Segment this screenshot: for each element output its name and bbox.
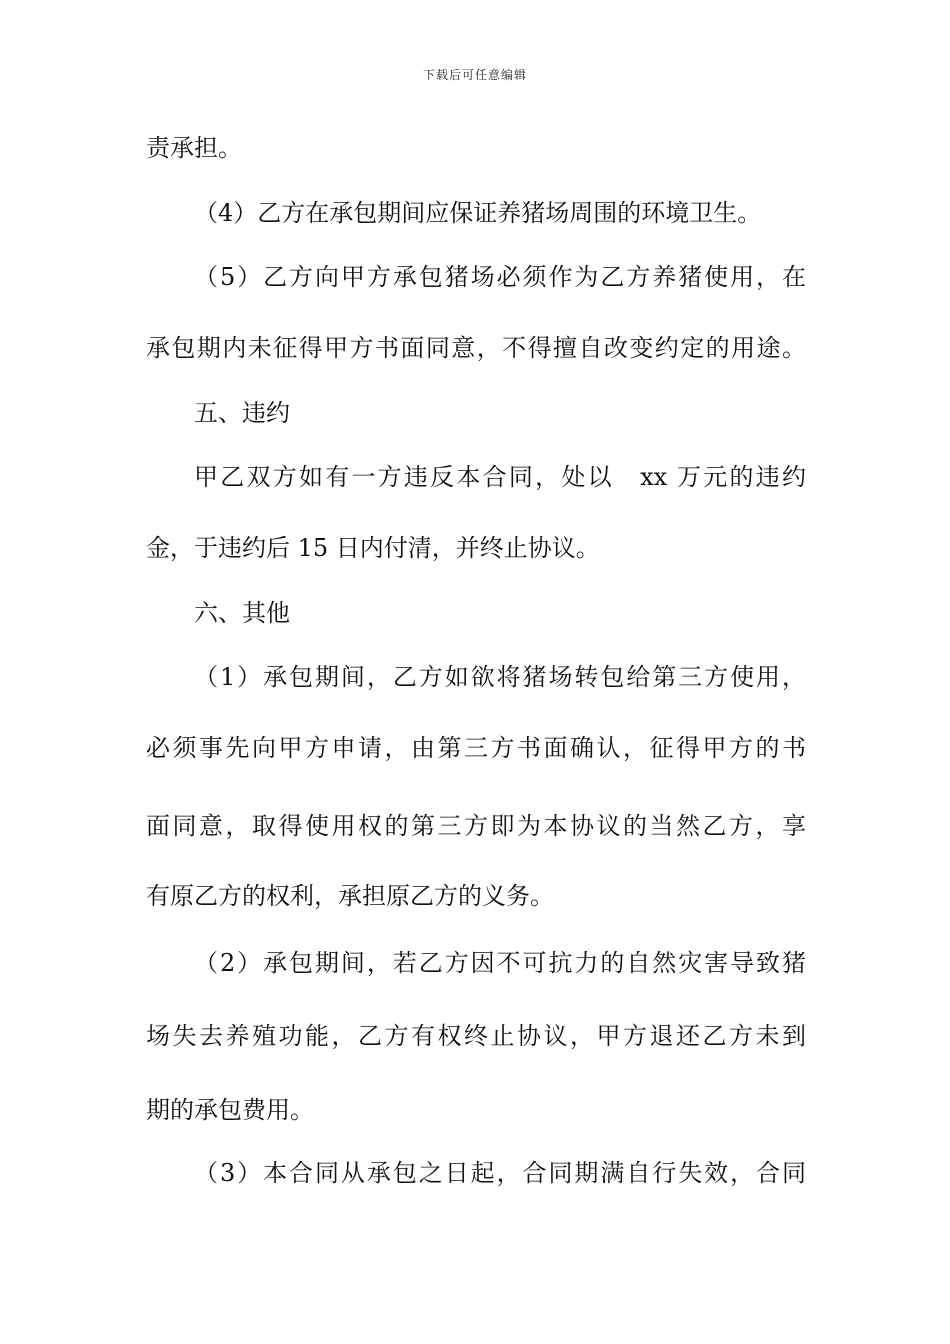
body-line-15: 期的承包费用。 — [146, 1096, 314, 1124]
body-line-16: （3）本合同从承包之日起，合同期满自行失效，合同 — [194, 1159, 806, 1187]
section-heading-breach: 五、违约 — [194, 399, 290, 427]
body-line-3: （5）乙方向甲方承包猪场必须作为乙方养猪使用，在 — [194, 263, 806, 291]
body-line-12: 有原乙方的权利，承担原乙方的义务。 — [146, 882, 554, 910]
body-line-2: （4）乙方在承包期间应保证养猪场周围的环境卫生。 — [194, 199, 762, 227]
body-line-10: 必须事先向甲方申请，由第三方书面确认，征得甲方的书 — [146, 734, 806, 762]
body-line-6: 甲乙双方如有一方违反本合同，处以 xx 万元的违约 — [194, 463, 806, 491]
body-line-9: （1）承包期间，乙方如欲将猪场转包给第三方使用， — [194, 663, 806, 691]
body-line-7: 金，于违约后 15 日内付清，并终止协议。 — [146, 534, 600, 562]
body-line-4: 承包期内未征得甲方书面同意，不得擅自改变约定的用途。 — [146, 334, 806, 362]
page-header: 下载后可任意编辑 — [422, 68, 527, 82]
body-line-14: 场失去养殖功能，乙方有权终止协议，甲方退还乙方未到 — [146, 1022, 806, 1050]
body-line-11: 面同意，取得使用权的第三方即为本协议的当然乙方，享 — [146, 812, 806, 840]
body-line-13: （2）承包期间，若乙方因不可抗力的自然灾害导致猪 — [194, 949, 806, 977]
section-heading-other: 六、其他 — [194, 599, 290, 627]
body-line-1: 责承担。 — [146, 134, 242, 162]
